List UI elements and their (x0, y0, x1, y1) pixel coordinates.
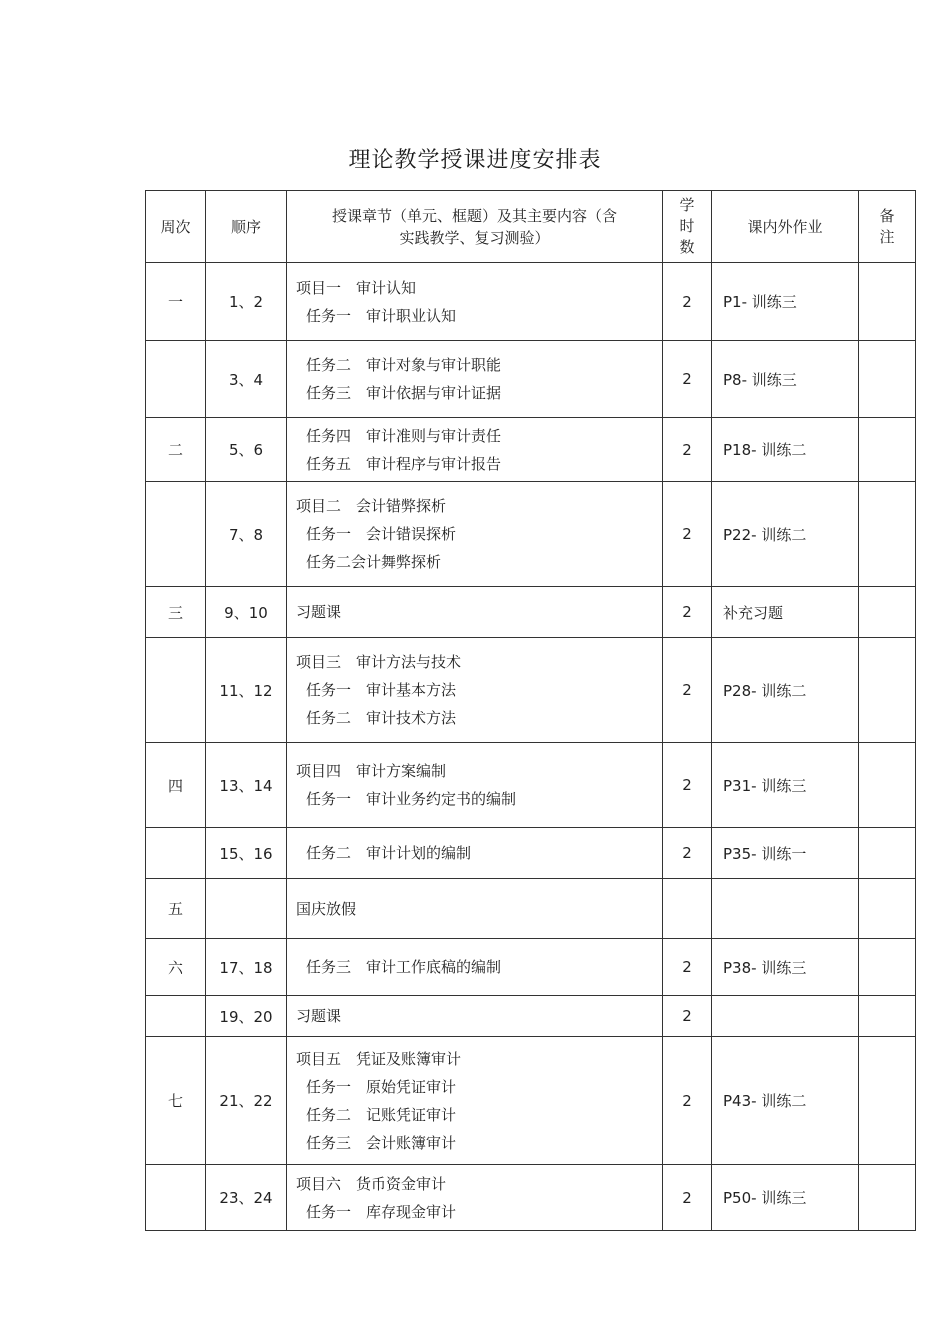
header-hours-char: 时 (679, 217, 695, 235)
order-cell: 1、2 (206, 263, 287, 341)
homework-cell: P1- 训练三 (712, 263, 859, 341)
remarks-cell (859, 1037, 916, 1165)
content-cell (287, 341, 663, 418)
week-cell: 五 (146, 879, 206, 939)
hours-cell: 2 (663, 828, 712, 879)
hours-cell: 2 (663, 418, 712, 482)
content-cell (287, 587, 663, 638)
order-cell: 9、10 (206, 587, 287, 638)
order-cell: 5、6 (206, 418, 287, 482)
week-cell: 四 (146, 743, 206, 828)
header-content (287, 191, 663, 263)
header-row (146, 191, 916, 263)
hours-cell: 2 (663, 587, 712, 638)
remarks-cell (859, 587, 916, 638)
hours-cell: 2 (663, 263, 712, 341)
remarks-cell (859, 828, 916, 879)
table-row (146, 939, 916, 996)
table-row (146, 587, 916, 638)
order-cell: 7、8 (206, 482, 287, 587)
header-hours (663, 191, 712, 263)
content-cell (287, 263, 663, 341)
week-cell: 二 (146, 418, 206, 482)
header-remarks-char: 备 (879, 206, 895, 225)
homework-cell: P8- 训练三 (712, 341, 859, 418)
content-line: 国庆放假 (296, 899, 357, 918)
week-cell (146, 828, 206, 879)
content-line: 任务五 审计程序与审计报告 (306, 454, 502, 473)
week-cell (146, 1165, 206, 1231)
content-cell (287, 828, 663, 879)
content-cell (287, 879, 663, 939)
hours-cell: 2 (663, 482, 712, 587)
header-remarks-char: 注 (879, 227, 895, 246)
content-line: 任务一 审计业务约定书的编制 (306, 790, 517, 808)
order-cell: 3、4 (206, 341, 287, 418)
homework-cell: P18- 训练二 (712, 418, 859, 482)
order-cell: 23、24 (206, 1165, 287, 1231)
order-cell: 19、20 (206, 996, 287, 1037)
content-line: 任务二会计舞弊探析 (306, 553, 442, 571)
header-remarks (859, 191, 916, 263)
header-hours-char: 数 (679, 238, 695, 256)
table-row (146, 743, 916, 828)
remarks-cell (859, 743, 916, 828)
content-line: 任务二 记账凭证审计 (306, 1105, 457, 1124)
order-cell: 17、18 (206, 939, 287, 996)
header-content-line1: 授课章节（单元、框题）及其主要内容（含 (331, 206, 617, 225)
homework-cell: P50- 训练三 (712, 1165, 859, 1231)
content-line: 习题课 (296, 603, 342, 621)
content-line: 任务一 审计职业认知 (306, 306, 457, 325)
content-line: 任务一 审计基本方法 (306, 681, 457, 699)
content-line: 项目六 货币资金审计 (296, 1174, 447, 1193)
order-cell: 21、22 (206, 1037, 287, 1165)
hours-cell: 2 (663, 638, 712, 743)
week-cell: 六 (146, 939, 206, 996)
week-cell: 三 (146, 587, 206, 638)
content-line: 任务二 审计对象与审计职能 (306, 356, 502, 374)
content-line: 项目二 会计错弊探析 (296, 497, 447, 515)
remarks-cell (859, 879, 916, 939)
hours-cell (663, 879, 712, 939)
order-cell (206, 879, 287, 939)
remarks-cell (859, 341, 916, 418)
page-title: 理论教学授课进度安排表 (348, 148, 602, 173)
header-homework: 课内外作业 (712, 191, 859, 263)
table-row (146, 1165, 916, 1231)
homework-cell (712, 996, 859, 1037)
content-cell (287, 939, 663, 996)
content-cell (287, 743, 663, 828)
table-row (146, 341, 916, 418)
content-line: 任务三 审计工作底稿的编制 (306, 958, 502, 976)
content-line: 任务一 库存现金审计 (306, 1202, 457, 1221)
schedule-body (146, 263, 916, 1231)
table-row (146, 1037, 916, 1165)
homework-cell: P28- 训练二 (712, 638, 859, 743)
week-cell (146, 638, 206, 743)
content-line: 任务三 会计账簿审计 (306, 1133, 457, 1152)
order-cell: 11、12 (206, 638, 287, 743)
content-line: 项目五 凭证及账簿审计 (296, 1049, 462, 1068)
table-row (146, 418, 916, 482)
remarks-cell (859, 263, 916, 341)
homework-cell: 补充习题 (712, 587, 859, 638)
table-row (146, 996, 916, 1037)
header-hours-char: 学 (679, 196, 695, 214)
homework-cell (712, 879, 859, 939)
content-line: 任务四 审计准则与审计责任 (306, 426, 502, 445)
content-line: 任务二 审计技术方法 (306, 709, 457, 727)
week-cell (146, 996, 206, 1037)
content-line: 项目三 审计方法与技术 (296, 653, 462, 671)
content-line: 任务一 会计错误探析 (306, 525, 457, 543)
content-line: 习题课 (296, 1007, 342, 1025)
hours-cell: 2 (663, 743, 712, 828)
content-cell (287, 996, 663, 1037)
week-cell: 七 (146, 1037, 206, 1165)
table-row (146, 828, 916, 879)
week-cell (146, 482, 206, 587)
content-cell (287, 418, 663, 482)
week-cell: 一 (146, 263, 206, 341)
content-line: 任务一 原始凭证审计 (306, 1077, 457, 1096)
remarks-cell (859, 418, 916, 482)
homework-cell: P43- 训练二 (712, 1037, 859, 1165)
header-order: 顺序 (206, 191, 287, 263)
content-cell (287, 1037, 663, 1165)
content-cell (287, 1165, 663, 1231)
homework-cell: P22- 训练二 (712, 482, 859, 587)
content-line: 任务三 审计依据与审计证据 (306, 384, 502, 402)
table-row (146, 638, 916, 743)
schedule-table (145, 190, 916, 1231)
homework-cell: P38- 训练三 (712, 939, 859, 996)
remarks-cell (859, 482, 916, 587)
content-line: 项目四 审计方案编制 (296, 762, 447, 780)
header-week: 周次 (146, 191, 206, 263)
header-content-line2: 实践教学、复习测验） (399, 228, 550, 247)
hours-cell: 2 (663, 341, 712, 418)
remarks-cell (859, 638, 916, 743)
hours-cell: 2 (663, 1037, 712, 1165)
table-row (146, 263, 916, 341)
content-line: 任务二 审计计划的编制 (306, 844, 472, 862)
remarks-cell (859, 939, 916, 996)
week-cell (146, 341, 206, 418)
homework-cell: P31- 训练三 (712, 743, 859, 828)
order-cell: 15、16 (206, 828, 287, 879)
content-line: 项目一 审计认知 (296, 278, 417, 297)
content-cell (287, 638, 663, 743)
homework-cell: P35- 训练一 (712, 828, 859, 879)
hours-cell: 2 (663, 996, 712, 1037)
hours-cell: 2 (663, 939, 712, 996)
hours-cell: 2 (663, 1165, 712, 1231)
content-cell (287, 482, 663, 587)
table-row (146, 482, 916, 587)
remarks-cell (859, 996, 916, 1037)
remarks-cell (859, 1165, 916, 1231)
table-row (146, 879, 916, 939)
order-cell: 13、14 (206, 743, 287, 828)
